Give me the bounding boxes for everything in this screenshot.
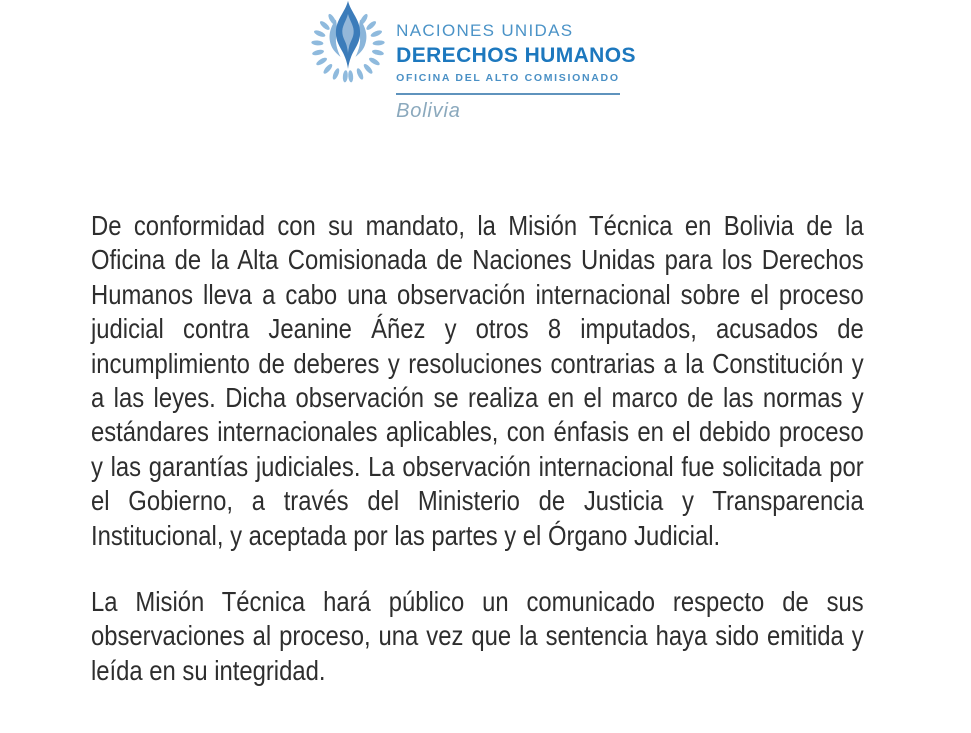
un-human-rights-emblem-icon	[307, 0, 389, 95]
ohchr-logo	[0, 0, 957, 123]
statement-paragraph-1: De conformidad con su mandato, la Misión Técnica en Bolivia de la Oficina de la Alta Comisionada de Naciones Unidas para los Derechos Humanos lleva a cabo una observación internacional sobre el proceso judicial contra Jeanine Áñez y otros 8 imputados, acusados de incumplimiento de deberes y resoluciones contrarias a la Constitución y a las leyes. Dicha observación se realiza en el marco de las normas y estándares internacionales aplicables, con énfasis en el debido proceso y las garantías judiciales. La observación internacional fue solicitada por el Gobierno, a través del Ministerio de Justicia y Transparencia Institucional, y aceptada por las partes y el Órgano Judicial.	[91, 210, 864, 551]
logo-divider	[396, 93, 620, 95]
flame-icon	[330, 1, 367, 69]
logo-country-label: Bolivia	[396, 100, 461, 122]
logo-org-title: DERECHOS HUMANOS	[396, 44, 636, 67]
logo-org-name: NACIONES UNIDAS	[396, 21, 574, 40]
logo-text-block	[396, 0, 636, 123]
statement-paragraph-2: La Misión Técnica hará público un comunicado respecto de sus observaciones al proceso, una vez que la sentencia haya sido emitida y leída en su integridad.	[91, 586, 864, 686]
statement-body	[91, 209, 864, 688]
logo-office-subtitle: OFICINA DEL ALTO COMISIONADO	[396, 72, 620, 84]
